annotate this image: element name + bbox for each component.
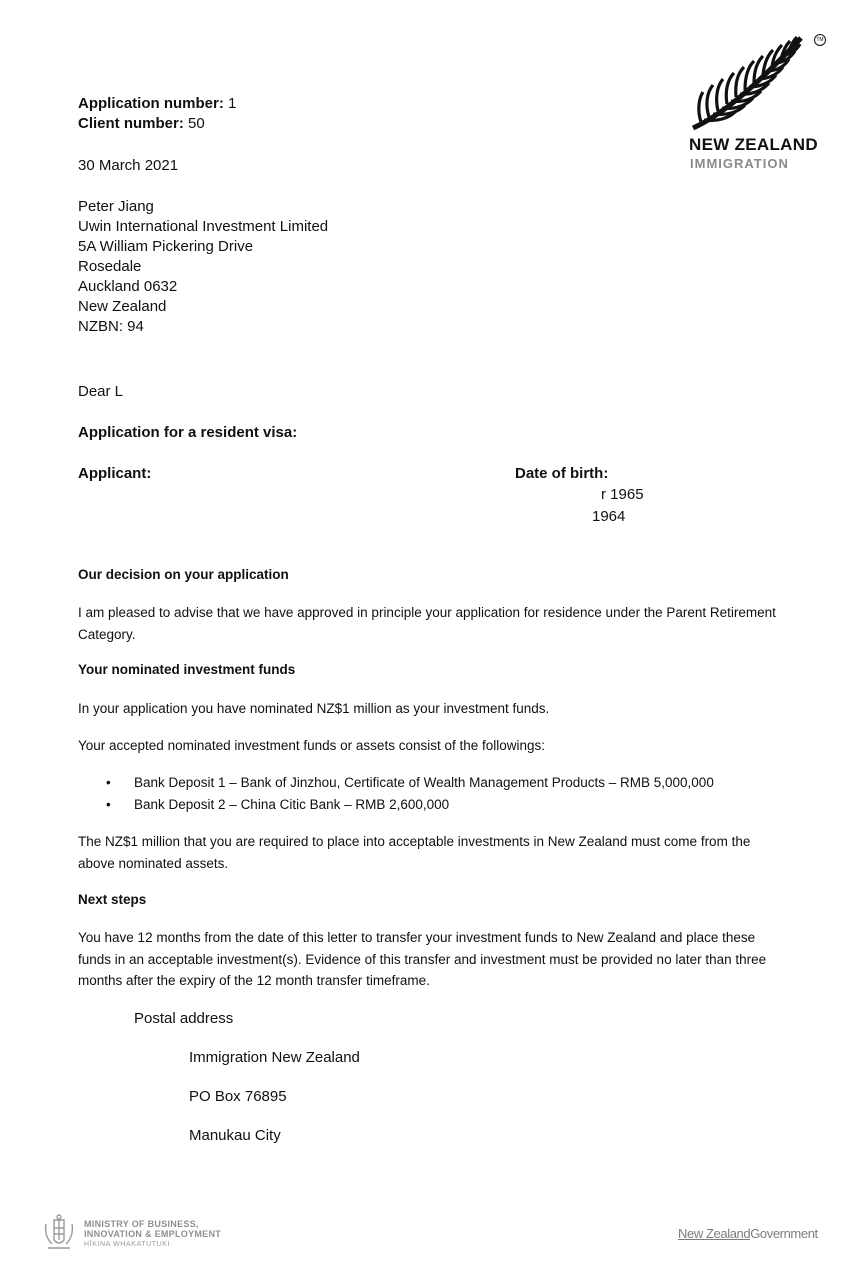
govt-wordmark-part-1: New Zealand — [678, 1226, 751, 1241]
funds-text-2: Your accepted nominated investment funds or assets consist of the followings: — [78, 738, 546, 753]
nzbn-line: NZBN: 94 — [78, 318, 144, 335]
bullet-icon: • — [106, 796, 111, 812]
salutation: Dear L — [78, 383, 124, 400]
client-number-label: Client number: — [78, 115, 184, 132]
postal-line: Immigration New Zealand — [189, 1049, 360, 1066]
logo-line-new-zealand: NEW ZEALAND — [689, 135, 818, 154]
letter-date: 30 March 2021 — [78, 157, 179, 174]
govt-wordmark-part-2: Government — [750, 1226, 818, 1241]
address-line: Rosedale — [78, 258, 142, 275]
nz-immigration-logo — [689, 32, 829, 172]
list-item — [106, 794, 714, 816]
list-item — [106, 772, 714, 794]
next-steps-text: You have 12 months from the date of this letter to transfer your investment funds to New Zealand and place these funds in an acceptable investment(s). Evidence of this transfer and investment must be provided no later than three months after the expiry of the 12 month transfer timeframe. — [78, 930, 767, 988]
address-line: Peter Jiang — [78, 198, 154, 215]
coat-of-arms-icon — [40, 1214, 78, 1252]
applicant-label: Applicant: — [78, 465, 152, 482]
application-number-line — [78, 94, 236, 114]
dob-value-1: r 1965 — [601, 486, 644, 503]
mbie-line-2: INNOVATION & EMPLOYMENT — [84, 1229, 222, 1239]
postal-line: Manukau City — [189, 1127, 281, 1144]
address-line: 5A William Pickering Drive — [78, 238, 254, 255]
logo-line-immigration: IMMIGRATION — [690, 156, 789, 171]
address-block — [78, 197, 328, 337]
postal-heading: Postal address — [134, 1010, 234, 1027]
trademark-text: TM — [816, 37, 824, 43]
silver-fern-icon — [689, 32, 819, 132]
bullet-list — [106, 772, 714, 815]
nz-government-wordmark — [678, 1226, 818, 1241]
next-steps-heading: Next steps — [78, 892, 147, 907]
application-number-label: Application number: — [78, 95, 224, 112]
mbie-logo — [40, 1214, 250, 1254]
address-line: Uwin International Investment Limited — [78, 218, 329, 235]
address-line: Auckland 0632 — [78, 278, 178, 295]
mbie-line-3: HĪKINA WHAKATUTUKI — [84, 1241, 171, 1248]
client-number-value: 50 — [188, 115, 205, 132]
funds-text-1: In your application you have nominated NZ$1 million as your investment funds. — [78, 701, 550, 716]
dob-value-2: 1964 — [592, 508, 626, 525]
bullet-icon: • — [106, 775, 111, 790]
list-item-text: Bank Deposit 2 – China Citic Bank – RMB 2,600,000 — [134, 796, 450, 812]
decision-heading: Our decision on your application — [78, 567, 289, 582]
funds-text-3: The NZ$1 million that you are required to place into acceptable investments in New Zealand must come from the above nominated assets. — [78, 834, 751, 871]
address-line: New Zealand — [78, 298, 167, 315]
funds-heading: Your nominated investment funds — [78, 662, 296, 677]
client-number-line — [78, 114, 205, 134]
trademark-mark — [814, 34, 826, 46]
postal-line: PO Box 76895 — [189, 1088, 287, 1105]
mbie-line-1: MINISTRY OF BUSINESS, — [84, 1219, 199, 1229]
decision-text: I am pleased to advise that we have approved in principle your application for residence under the Parent Retirement Category. — [78, 605, 776, 642]
list-item-text: Bank Deposit 1 – Bank of Jinzhou, Certificate of Wealth Management Products – RMB 5,000,000 — [134, 775, 714, 790]
subject-line: Application for a resident visa: — [78, 424, 298, 441]
dob-label: Date of birth: — [515, 465, 609, 482]
application-number-value: 1 — [228, 95, 237, 112]
